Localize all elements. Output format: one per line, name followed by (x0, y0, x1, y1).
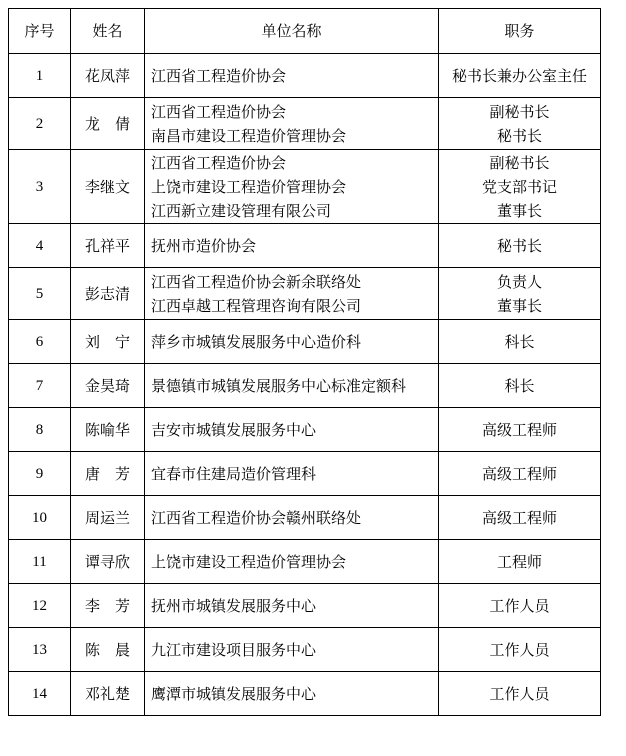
position-cell (439, 628, 601, 672)
position-cell (439, 672, 601, 716)
row-number: 11 (9, 540, 71, 584)
position-cell (439, 224, 601, 268)
position-title: 董事长 (496, 296, 542, 315)
unit-name: 吉安市城镇发展服务中心 (151, 420, 317, 439)
header-unit: 单位名称 (145, 9, 439, 54)
header-position: 职务 (439, 9, 601, 54)
row-number: 10 (9, 496, 71, 540)
position-title: 秘书长 (496, 236, 542, 255)
row-number: 2 (9, 98, 71, 150)
unit-cell (145, 496, 439, 540)
unit-name: 江西省工程造价协会 (151, 153, 287, 172)
unit-name: 江西卓越工程管理咨询有限公司 (151, 296, 362, 315)
position-cell (439, 54, 601, 98)
personnel-table (8, 8, 601, 716)
row-number: 9 (9, 452, 71, 496)
row-number: 7 (9, 364, 71, 408)
table-row (9, 452, 601, 496)
position-title: 党支部书记 (481, 177, 557, 196)
position-title: 负责人 (496, 272, 542, 291)
table-row (9, 224, 601, 268)
position-title: 工作人员 (489, 640, 550, 659)
unit-cell (145, 320, 439, 364)
unit-cell (145, 150, 439, 224)
person-name: 唐 芳 (71, 452, 145, 496)
position-title: 秘书长兼办公室主任 (451, 66, 587, 85)
position-cell (439, 268, 601, 320)
person-name: 陈 晨 (71, 628, 145, 672)
table-row (9, 672, 601, 716)
unit-cell (145, 408, 439, 452)
unit-name: 江西省工程造价协会 (151, 66, 287, 85)
table-row (9, 584, 601, 628)
table-body (9, 54, 601, 716)
unit-name: 上饶市建设工程造价管理协会 (151, 177, 347, 196)
person-name: 孔祥平 (71, 224, 145, 268)
person-name: 陈喻华 (71, 408, 145, 452)
unit-cell (145, 452, 439, 496)
table-row (9, 408, 601, 452)
table-row (9, 54, 601, 98)
row-number: 5 (9, 268, 71, 320)
unit-name: 九江市建设项目服务中心 (151, 640, 317, 659)
unit-name: 南昌市建设工程造价管理协会 (151, 126, 347, 145)
unit-name: 江西省工程造价协会赣州联络处 (151, 508, 362, 527)
row-number: 6 (9, 320, 71, 364)
row-number: 14 (9, 672, 71, 716)
position-cell (439, 98, 601, 150)
position-cell (439, 496, 601, 540)
position-cell (439, 540, 601, 584)
position-title: 高级工程师 (481, 464, 557, 483)
unit-name: 江西省工程造价协会新余联络处 (151, 272, 362, 291)
position-cell (439, 452, 601, 496)
table-row (9, 540, 601, 584)
position-title: 秘书长 (496, 126, 542, 145)
unit-name: 抚州市造价协会 (151, 236, 257, 255)
unit-cell (145, 54, 439, 98)
position-cell (439, 584, 601, 628)
unit-name: 鹰潭市城镇发展服务中心 (151, 684, 317, 703)
unit-cell (145, 268, 439, 320)
person-name: 李 芳 (71, 584, 145, 628)
person-name: 龙 倩 (71, 98, 145, 150)
position-title: 工程师 (496, 552, 542, 571)
position-title: 董事长 (496, 201, 542, 220)
unit-name: 萍乡市城镇发展服务中心造价科 (151, 332, 362, 351)
row-number: 1 (9, 54, 71, 98)
header-no: 序号 (9, 9, 71, 54)
unit-name: 上饶市建设工程造价管理协会 (151, 552, 347, 571)
person-name: 彭志清 (71, 268, 145, 320)
header-name: 姓名 (71, 9, 145, 54)
person-name: 李继文 (71, 150, 145, 224)
position-title: 科长 (504, 376, 535, 395)
position-title: 工作人员 (489, 684, 550, 703)
position-title: 高级工程师 (481, 420, 557, 439)
row-number: 12 (9, 584, 71, 628)
unit-name: 江西省工程造价协会 (151, 102, 287, 121)
table-row (9, 268, 601, 320)
position-cell (439, 408, 601, 452)
unit-cell (145, 628, 439, 672)
unit-cell (145, 224, 439, 268)
table-header-row (9, 9, 601, 54)
table-row (9, 628, 601, 672)
position-title: 副秘书长 (489, 102, 550, 121)
unit-cell (145, 672, 439, 716)
unit-cell (145, 540, 439, 584)
unit-name: 景德镇市城镇发展服务中心标准定额科 (151, 376, 407, 395)
position-title: 工作人员 (489, 596, 550, 615)
table-row (9, 98, 601, 150)
position-cell (439, 150, 601, 224)
table-row (9, 364, 601, 408)
table-row (9, 320, 601, 364)
person-name: 花凤萍 (71, 54, 145, 98)
row-number: 3 (9, 150, 71, 224)
unit-name: 江西新立建设管理有限公司 (151, 201, 332, 220)
unit-cell (145, 584, 439, 628)
position-title: 高级工程师 (481, 508, 557, 527)
person-name: 刘 宁 (71, 320, 145, 364)
table-row (9, 496, 601, 540)
unit-name: 抚州市城镇发展服务中心 (151, 596, 317, 615)
person-name: 邓礼楚 (71, 672, 145, 716)
person-name: 谭寻欣 (71, 540, 145, 584)
table-row (9, 150, 601, 224)
position-title: 副秘书长 (489, 153, 550, 172)
row-number: 13 (9, 628, 71, 672)
row-number: 8 (9, 408, 71, 452)
row-number: 4 (9, 224, 71, 268)
unit-cell (145, 98, 439, 150)
unit-cell (145, 364, 439, 408)
person-name: 周运兰 (71, 496, 145, 540)
position-cell (439, 320, 601, 364)
unit-name: 宜春市住建局造价管理科 (151, 464, 317, 483)
person-name: 金昊琦 (71, 364, 145, 408)
position-cell (439, 364, 601, 408)
position-title: 科长 (504, 332, 535, 351)
